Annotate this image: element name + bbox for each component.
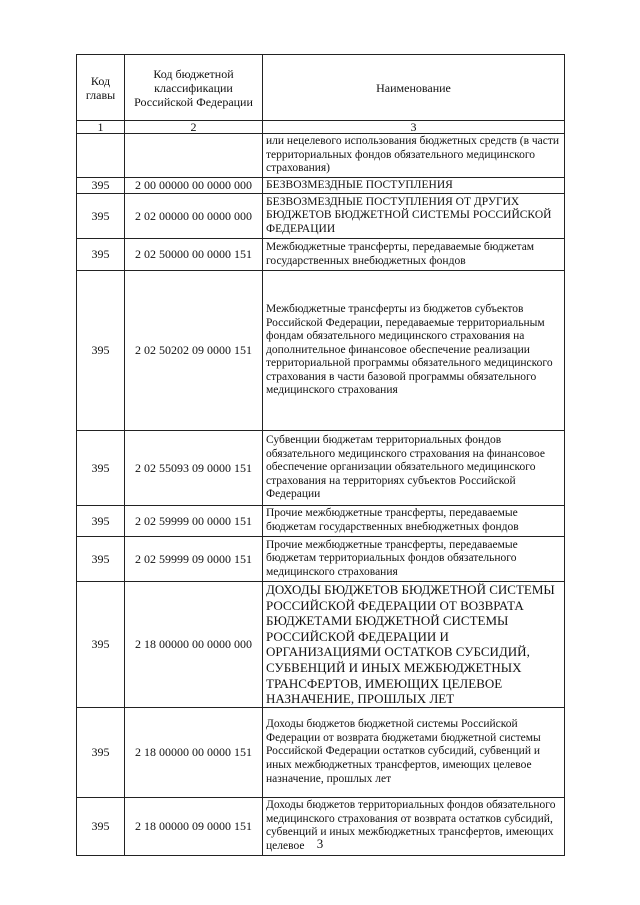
column-number-row — [77, 121, 565, 134]
budget-code-cell: 2 02 59999 09 0000 151 — [125, 537, 263, 582]
chapter-code-cell: 395 — [77, 537, 125, 582]
chapter-code-cell: 395 — [77, 239, 125, 271]
table-row — [77, 431, 565, 506]
chapter-code-cell — [77, 134, 125, 178]
table-row — [77, 194, 565, 239]
name-cell: Субвенции бюджетам территориальных фондов обязательного медицинского страхования на финансовое обеспечение организации обязательного медицинского страхования на территориях субъектов Российской Федерации — [263, 431, 565, 506]
name-cell: Доходы бюджетов бюджетной системы Российской Федерации от возврата бюджетами бюджетной системы Российской Федерации остатков субсидий, субвенций и иных межбюджетных трансфертов, имеющих целевое назначение, прошлых лет — [263, 707, 565, 797]
column-number: 1 — [77, 121, 125, 134]
chapter-code-cell: 395 — [77, 506, 125, 537]
chapter-code-cell: 395 — [77, 178, 125, 194]
chapter-code-cell: 395 — [77, 271, 125, 431]
table-row — [77, 582, 565, 708]
header-chapter-code: Код главы — [77, 55, 125, 121]
chapter-code-cell: 395 — [77, 707, 125, 797]
name-cell: БЕЗВОЗМЕЗДНЫЕ ПОСТУПЛЕНИЯ ОТ ДРУГИХ БЮДЖЕТОВ БЮДЖЕТНОЙ СИСТЕМЫ РОССИЙСКОЙ ФЕДЕРАЦИИ — [263, 194, 565, 239]
name-cell: БЕЗВОЗМЕЗДНЫЕ ПОСТУПЛЕНИЯ — [263, 178, 565, 194]
budget-code-cell: 2 02 50202 09 0000 151 — [125, 271, 263, 431]
header-row — [77, 55, 565, 121]
table-row — [77, 707, 565, 797]
budget-code-cell: 2 02 00000 00 0000 000 — [125, 194, 263, 239]
budget-classification-table — [76, 54, 565, 856]
chapter-code-cell: 395 — [77, 431, 125, 506]
table-row — [77, 178, 565, 194]
name-cell: Межбюджетные трансферты из бюджетов субъектов Российской Федерации, передаваемые территориальным фондам обязательного медицинского страхования на дополнительное финансовое обеспечение реализации территориальной программы обязательного медицинского страхования в части базовой программы обязательного медицинского страхования — [263, 271, 565, 431]
column-number: 2 — [125, 121, 263, 134]
budget-code-cell: 2 18 00000 09 0000 151 — [125, 797, 263, 855]
name-cell: Доходы бюджетов территориальных фондов обязательного медицинского страхования от возврата остатков субсидий, субвенций и иных межбюджетных трансфертов, имеющих целевое — [263, 797, 565, 855]
budget-code-cell: 2 02 59999 00 0000 151 — [125, 506, 263, 537]
header-name: Наименование — [263, 55, 565, 121]
budget-code-cell: 2 02 50000 00 0000 151 — [125, 239, 263, 271]
table-row — [77, 134, 565, 178]
name-cell: или нецелевого использования бюджетных средств (в части территориальных фондов обязательного медицинского страхования) — [263, 134, 565, 178]
table-row — [77, 537, 565, 582]
table-row — [77, 271, 565, 431]
budget-code-cell: 2 02 55093 09 0000 151 — [125, 431, 263, 506]
name-cell: Прочие межбюджетные трансферты, передаваемые бюджетам территориальных фондов обязательного медицинского страхования — [263, 537, 565, 582]
page-number: 3 — [316, 836, 324, 851]
budget-code-cell: 2 00 00000 00 0000 000 — [125, 178, 263, 194]
chapter-code-cell: 395 — [77, 582, 125, 708]
name-cell: Межбюджетные трансферты, передаваемые бюджетам государственных внебюджетных фондов — [263, 239, 565, 271]
budget-code-cell — [125, 134, 263, 178]
chapter-code-cell: 395 — [77, 797, 125, 855]
column-number: 3 — [263, 121, 565, 134]
budget-code-cell: 2 18 00000 00 0000 151 — [125, 707, 263, 797]
table-row — [77, 506, 565, 537]
name-cell: Прочие межбюджетные трансферты, передаваемые бюджетам государственных внебюджетных фондов — [263, 506, 565, 537]
name-cell: ДОХОДЫ БЮДЖЕТОВ БЮДЖЕТНОЙ СИСТЕМЫ РОССИЙСКОЙ ФЕДЕРАЦИИ ОТ ВОЗВРАТА БЮДЖЕТАМИ БЮДЖЕТНОЙ СИСТЕМЫ РОССИЙСКОЙ ФЕДЕРАЦИИ И ОРГАНИЗАЦИЯМИ ОСТАТКОВ СУБСИДИЙ, СУБВЕНЦИЙ И ИНЫХ МЕЖБЮДЖЕТНЫХ ТРАНСФЕРТОВ, ИМЕЮЩИХ ЦЕЛЕВОЕ НАЗНАЧЕНИЕ, ПРОШЛЫХ ЛЕТ — [263, 582, 565, 708]
table-row — [77, 239, 565, 271]
chapter-code-cell: 395 — [77, 194, 125, 239]
budget-code-cell: 2 18 00000 00 0000 000 — [125, 582, 263, 708]
header-budget-code: Код бюджетной классификации Российской Федерации — [125, 55, 263, 121]
